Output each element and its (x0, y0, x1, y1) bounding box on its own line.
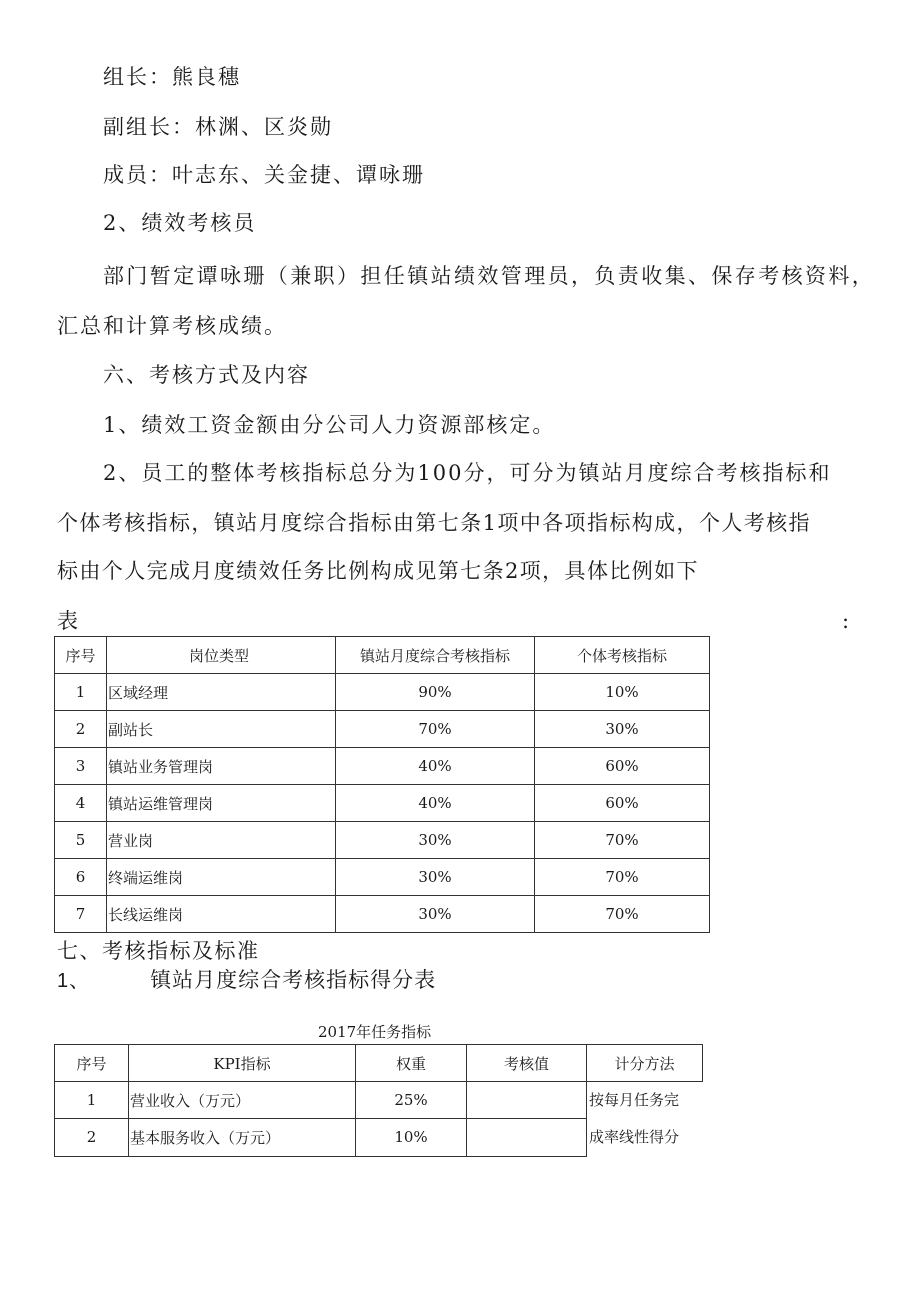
section-7-item-1 (57, 965, 436, 996)
table-cell: 镇站业务管理岗 (107, 748, 336, 785)
table-row (55, 896, 710, 933)
deputy-leader-line: 副组长：林渊、区炎勋 (103, 115, 333, 139)
table-cell (467, 1119, 587, 1156)
kpi-table (54, 1044, 703, 1157)
table-cell: 70% (535, 822, 710, 859)
table-cell: 4 (55, 785, 107, 822)
table-cell: 30% (336, 822, 535, 859)
item-2-line-3: 标由个人完成月度绩效任务比例构成见第七条2项，具体比例如下 (57, 559, 699, 583)
table-header-cell: KPI指标 (129, 1045, 356, 1082)
table-cell: 30% (336, 896, 535, 933)
table-cell: 60% (535, 785, 710, 822)
table-cell: 5 (55, 822, 107, 859)
table-header-cell: 序号 (55, 637, 107, 674)
table-cell: 30% (336, 859, 535, 896)
table-cell: 90% (336, 674, 535, 711)
table-cell: 镇站运维管理岗 (107, 785, 336, 822)
table-cell: 6 (55, 859, 107, 896)
table-cell: 营业收入（万元） (129, 1082, 356, 1119)
table-header-cell: 镇站月度综合考核指标 (336, 637, 535, 674)
item-2-line-2: 个体考核指标，镇站月度综合指标由第七条1项中各项指标构成，个人考核指 (57, 511, 811, 535)
table-cell: 60% (535, 748, 710, 785)
table-cell: 25% (356, 1082, 467, 1119)
table-header-row (55, 637, 710, 674)
table-cell: 区域经理 (107, 674, 336, 711)
table-row (55, 711, 710, 748)
leader-line: 组长：熊良穗 (103, 65, 241, 89)
assessor-heading: 2、绩效考核员 (103, 211, 257, 235)
section-7-item-title: 镇站月度综合考核指标得分表 (150, 968, 437, 992)
table-cell: 10% (356, 1119, 467, 1156)
assessor-text-line-2: 汇总和计算考核成绩。 (57, 314, 287, 338)
table-header-cell: 计分方法 (587, 1045, 703, 1082)
scoring-method-cell (587, 1082, 703, 1157)
table-row (55, 785, 710, 822)
table-cell: 基本服务收入（万元） (129, 1119, 356, 1156)
table-cell: 40% (336, 748, 535, 785)
position-ratio-table (54, 636, 710, 933)
item-2-line-4: 表 (57, 609, 80, 633)
table-header-cell: 个体考核指标 (535, 637, 710, 674)
item-2-colon: : (842, 609, 850, 633)
kpi-table-title: 2017年任务指标 (318, 1023, 432, 1041)
table-cell: 10% (535, 674, 710, 711)
table-row (55, 1082, 703, 1119)
section-7-item-number: 1、 (57, 970, 91, 992)
table-cell: 7 (55, 896, 107, 933)
table-cell: 2 (55, 711, 107, 748)
table-row (55, 859, 710, 896)
table-cell: 副站长 (107, 711, 336, 748)
table-header-cell: 序号 (55, 1045, 129, 1082)
table-cell: 70% (336, 711, 535, 748)
scoring-method-line: 按每月任务完 (589, 1091, 680, 1109)
table-cell: 长线运维岗 (107, 896, 336, 933)
table-cell: 40% (336, 785, 535, 822)
table-row (55, 822, 710, 859)
table-cell: 2 (55, 1119, 129, 1156)
assessor-text-line-1: 部门暂定谭咏珊（兼职）担任镇站绩效管理员，负责收集、保存考核资料， (103, 264, 876, 288)
table-cell (467, 1082, 587, 1119)
table-header-cell: 岗位类型 (107, 637, 336, 674)
item-2-line-1: 2、员工的整体考核指标总分为100分，可分为镇站月度综合考核指标和 (103, 461, 832, 485)
section-6-heading: 六、考核方式及内容 (103, 363, 310, 387)
table-cell: 1 (55, 674, 107, 711)
table-cell: 营业岗 (107, 822, 336, 859)
section-7-heading: 七、考核指标及标准 (57, 939, 260, 963)
table-cell: 70% (535, 859, 710, 896)
item-1-text: 1、绩效工资金额由分公司人力资源部核定。 (103, 413, 556, 437)
scoring-method-line: 成率线性得分 (589, 1128, 680, 1146)
table-cell: 70% (535, 896, 710, 933)
table-cell: 终端运维岗 (107, 859, 336, 896)
table-row (55, 748, 710, 785)
table-header-row (55, 1045, 703, 1082)
table-header-cell: 考核值 (467, 1045, 587, 1082)
table-row (55, 674, 710, 711)
table-cell: 1 (55, 1082, 129, 1119)
members-line: 成员：叶志东、关金捷、谭咏珊 (103, 163, 425, 187)
table-cell: 30% (535, 711, 710, 748)
table-header-cell: 权重 (356, 1045, 467, 1082)
table-cell: 3 (55, 748, 107, 785)
